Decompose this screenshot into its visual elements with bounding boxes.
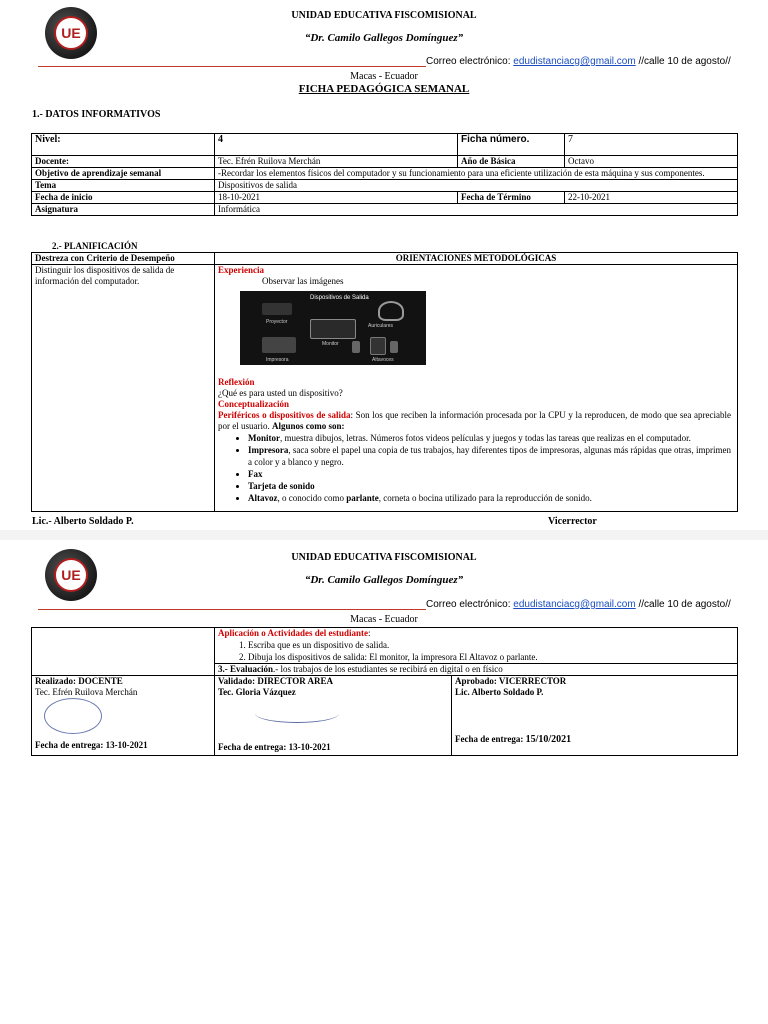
anio-value: Octavo — [565, 156, 738, 168]
projector-icon — [262, 303, 292, 315]
headphones-icon — [378, 301, 404, 321]
aprobado-cell — [452, 676, 738, 756]
docente-seal — [44, 698, 102, 734]
termino-label: Fecha de Término — [458, 192, 565, 204]
footer-role: Vicerrector — [548, 516, 597, 527]
image-title: Dispositivos de Salida — [310, 295, 369, 301]
doc-title: FICHA PEDAGÓGICA SEMANAL — [298, 83, 470, 95]
asignatura-label: Asignatura — [32, 204, 215, 216]
perifericos-text: : Son los que reciben la información procesada por la CPU y la reproducen, de modo que sea apreciable por el usuario. — [218, 410, 732, 431]
list-item: 2. Dibuja los dispositivos de salida: El monitor, la impresora El Altavoz o parlante. — [248, 651, 734, 663]
address: //calle 10 de agosto// — [638, 599, 731, 610]
objetivo-value: -Recordar los elementos físicos del computador y su funcionamiento para una eficiente utilización de esta máquina y sus componentes. — [215, 168, 738, 180]
printer-icon — [262, 337, 296, 353]
header-divider — [38, 66, 426, 67]
monitor-label: Monitor — [322, 341, 339, 347]
school-name: “Dr. Camilo Gallegos Domínguez” — [304, 32, 464, 44]
anio-label: Año de Básica — [458, 156, 565, 168]
aplicacion-cell: Aplicación o Actividades del estudiante: 1. Escriba que es un dispositivo de salida. 2. Dibuja los dispositivos de salida: El monitor, la impresora El Altavoz o parlante. — [215, 628, 738, 664]
validado-label: Validado: DIRECTOR AREA — [218, 676, 334, 686]
list-item: • Monitor, muestra dibujos, letras. Números fotos videos películas y juegos y todas las tareas que realizas en el computador. — [248, 432, 731, 444]
address: //calle 10 de agosto// — [638, 56, 731, 67]
email-label: Correo electrónico: — [426, 56, 511, 67]
evaluacion-text: .- los trabajos de los estudiantes se recibirá en digital o en físico — [273, 664, 503, 674]
impresora-label: Impresora — [266, 357, 289, 363]
empty-cell — [32, 628, 215, 676]
subwoofer-icon — [370, 337, 386, 355]
institution-name: UNIDAD EDUCATIVA FISCOMISIONAL — [291, 10, 477, 21]
algunos-label: Algunos como son: — [272, 421, 345, 431]
email-link[interactable]: edudistanciacg@gmail.com — [513, 56, 636, 67]
perifericos-paragraph — [218, 410, 731, 432]
realizado-label: Realizado: DOCENTE — [35, 676, 123, 686]
evaluacion-cell — [215, 664, 738, 676]
reflexion-question: ¿Qué es para usted un dispositivo? — [218, 388, 343, 398]
speaker-right-icon — [390, 341, 398, 353]
list-item: • Tarjeta de sonido — [248, 480, 731, 492]
activity-list — [218, 639, 734, 663]
city: Macas - Ecuador — [350, 614, 418, 625]
email-label: Correo electrónico: — [426, 599, 511, 610]
termino-value: 22-10-2021 — [565, 192, 738, 204]
realizado-cell — [32, 676, 215, 756]
activities-table — [31, 627, 738, 756]
docente-value: Tec. Efrén Ruilova Merchán — [215, 156, 458, 168]
reflexion-label: Reflexión — [218, 377, 255, 387]
realizado-name: Tec. Efrén Ruilova Merchán — [35, 687, 138, 697]
plan-table — [31, 252, 738, 512]
nivel-label: Nivel: — [32, 134, 215, 156]
aprobado-name: Lic. Alberto Soldado P. — [455, 687, 544, 697]
observar-text: Observar las imágenes — [262, 276, 344, 286]
conceptualizacion-label: Conceptualización — [218, 399, 289, 409]
asignatura-value: Informática — [215, 204, 738, 216]
fecha-entrega-1: Fecha de entrega: 13-10-2021 — [35, 740, 148, 750]
docente-label: Docente: — [32, 156, 215, 168]
orientaciones-header: ORIENTACIONES METODOLÓGICAS — [215, 253, 738, 265]
inicio-label: Fecha de inicio — [32, 192, 215, 204]
ficha-label: Ficha número. — [458, 134, 565, 156]
header-divider — [38, 609, 426, 610]
experiencia-label: Experiencia — [218, 265, 264, 275]
evaluacion-label: 3.- Evaluación — [218, 664, 274, 674]
nivel-value: 4 — [215, 134, 458, 156]
section1-title: 1.- DATOS INFORMATIVOS — [32, 109, 161, 120]
list-item: • Fax — [248, 468, 731, 480]
list-item: • Altavoz, o conocido como parlante, corneta o bocina utilizado para la reproducción de sonido. — [248, 492, 731, 504]
speaker-left-icon — [352, 341, 360, 353]
proyector-label: Proyector — [266, 319, 288, 325]
device-list — [218, 432, 731, 504]
logo-text: UE — [54, 558, 88, 592]
objetivo-label: Objetivo de aprendizaje semanal — [32, 168, 215, 180]
fecha-entrega-2: Fecha de entrega: 13-10-2021 — [218, 742, 331, 752]
auriculares-label: Auriculares — [368, 323, 394, 329]
inicio-value: 18-10-2021 — [215, 192, 458, 204]
perifericos-label: Periféricos o dispositivos de salida — [218, 410, 351, 420]
email-link[interactable]: edudistanciacg@gmail.com — [513, 599, 636, 610]
aprobado-label: Aprobado: VICERRECTOR — [455, 676, 567, 686]
fecha-entrega-3: Fecha de entrega: 15/10/2021 — [455, 734, 572, 745]
altavoces-label: Altavoces — [372, 357, 394, 363]
list-item: • Impresora, saca sobre el papel una copia de tus trabajos, hay diferentes tipos de impresoras, algunas más rápidas que otras, imprimen a color y a blanco y negro. — [248, 444, 731, 468]
validado-name: Tec. Gloria Vázquez — [218, 687, 296, 697]
tema-value: Dispositivos de salida — [215, 180, 738, 192]
ficha-value: 7 — [565, 134, 738, 156]
aplicacion-label: Aplicación o Actividades del estudiante — [218, 628, 369, 638]
output-devices-image — [240, 291, 426, 365]
footer-signer: Lic.- Alberto Soldado P. — [32, 516, 134, 527]
page-2 — [0, 540, 768, 1024]
validado-cell — [215, 676, 452, 756]
city: Macas - Ecuador — [350, 71, 418, 82]
list-item: 1. Escriba que es un dispositivo de salida. — [248, 639, 734, 651]
section2-title: 2.- PLANIFICACIÓN — [52, 241, 138, 251]
monitor-icon — [310, 319, 356, 339]
orientaciones-cell — [215, 265, 738, 512]
contact-line — [426, 599, 731, 610]
destreza-text: Distinguir los dispositivos de salida de información del computador. — [32, 265, 215, 512]
institution-name: UNIDAD EDUCATIVA FISCOMISIONAL — [291, 552, 477, 563]
info-table — [31, 133, 738, 216]
school-name: “Dr. Camilo Gallegos Domínguez” — [304, 574, 464, 586]
destreza-header: Destreza con Criterio de Desempeño — [32, 253, 215, 265]
director-signature — [255, 704, 339, 723]
tema-label: Tema — [32, 180, 215, 192]
contact-line — [426, 56, 731, 67]
logo-text: UE — [54, 16, 88, 50]
